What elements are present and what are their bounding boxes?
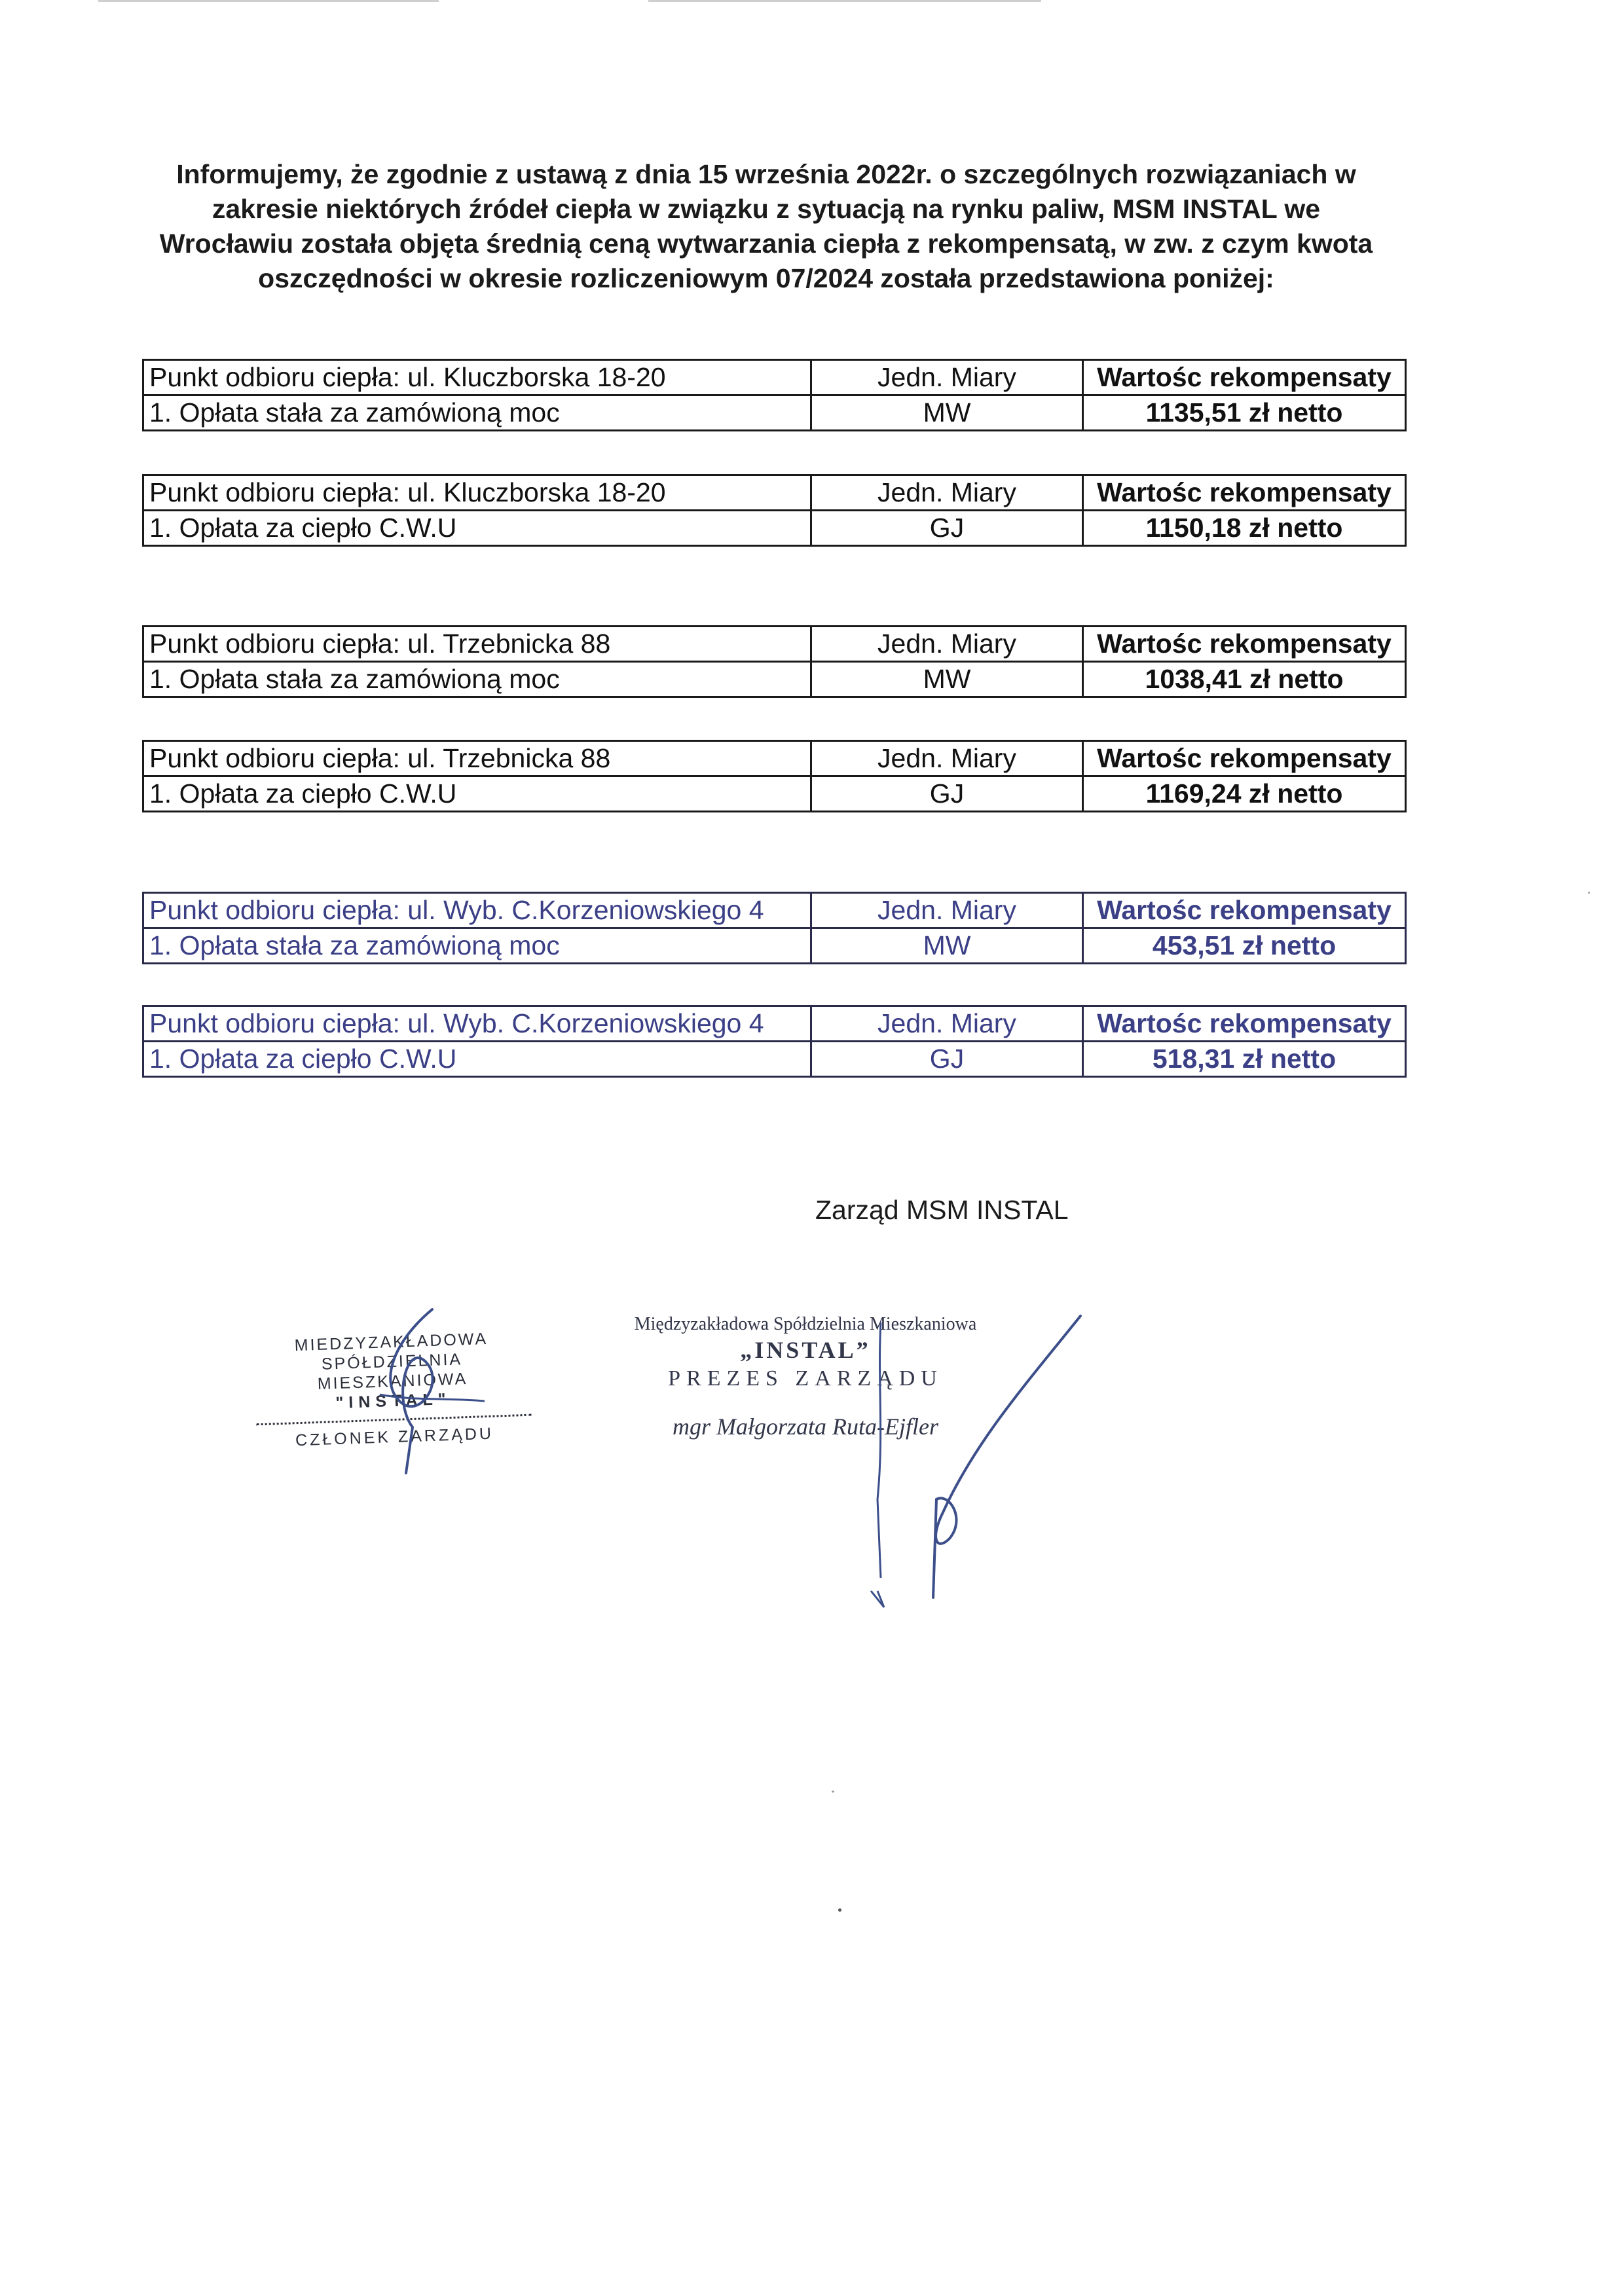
unit-value: GJ [811, 511, 1083, 546]
compensation-value: 1150,18 zł netto [1083, 511, 1406, 546]
compensation-table-4 [142, 740, 1407, 812]
fee-name: 1. Opłata stała za zamówioną moc [143, 662, 811, 697]
unit-header: Jedn. Miary [811, 1006, 1083, 1042]
value-header: Wartośc rekompensaty [1083, 627, 1406, 662]
unit-value: MW [811, 395, 1083, 431]
compensation-value: 1169,24 zł netto [1083, 776, 1406, 812]
compensation-table-1 [142, 359, 1407, 431]
stamp-line: MIEDZYZAKŁADOWA [294, 1329, 489, 1355]
unit-value: MW [811, 662, 1083, 697]
delivery-point: Punkt odbioru ciepła: ul. Wyb. C.Korzeniowskiego 4 [143, 1006, 811, 1042]
unit-header: Jedn. Miary [811, 627, 1083, 662]
value-header: Wartośc rekompensaty [1083, 893, 1406, 928]
table-row [143, 776, 1406, 812]
board-signature-line: Zarząd MSM INSTAL [815, 1195, 1069, 1225]
value-header: Wartośc rekompensaty [1083, 1006, 1406, 1042]
table-row [143, 395, 1406, 431]
unit-header: Jedn. Miary [811, 741, 1083, 776]
table-header-row [143, 475, 1406, 511]
delivery-point: Punkt odbioru ciepła: ul. Kluczborska 18-20 [143, 475, 811, 511]
table-header-row [143, 741, 1406, 776]
intro-paragraph: Informujemy, że zgodnie z ustawą z dnia 15 września 2022r. o szczególnych rozwiązaniach w zakresie niektórych źródeł ciepła w związku z sytuacją na rynku paliw, MSM INSTAL we Wrocławiu została objęta średnią ceną wytwarzania ciepła z rekompensatą, w zw. z czym kwota oszczędności w okresie rozliczeniowym 07/2024 została przedstawiona poniżej: [159, 159, 1373, 293]
fee-name: 1. Opłata stała za zamówioną moc [143, 928, 811, 964]
delivery-point: Punkt odbioru ciepła: ul. Trzebnicka 88 [143, 627, 811, 662]
table-row [143, 928, 1406, 964]
compensation-table-6 [142, 1005, 1407, 1078]
value-header: Wartośc rekompensaty [1083, 741, 1406, 776]
value-header: Wartośc rekompensaty [1083, 360, 1406, 395]
scan-speck [838, 1908, 841, 1912]
compensation-value: 1038,41 zł netto [1083, 662, 1406, 697]
fee-name: 1. Opłata za ciepło C.W.U [143, 776, 811, 812]
scan-speck [1588, 892, 1590, 894]
fee-name: 1. Opłata za ciepło C.W.U [143, 511, 811, 546]
stamp-line: Międzyzakładowa Spółdzielnia Mieszkaniowa [634, 1314, 977, 1334]
unit-value: GJ [811, 776, 1083, 812]
delivery-point: Punkt odbioru ciepła: ul. Wyb. C.Korzeniowskiego 4 [143, 893, 811, 928]
table-header-row [143, 360, 1406, 395]
unit-header: Jedn. Miary [811, 893, 1083, 928]
fee-name: 1. Opłata stała za zamówioną moc [143, 395, 811, 431]
fee-name: 1. Opłata za ciepło C.W.U [143, 1042, 811, 1077]
president-signature [851, 1303, 1087, 1604]
compensation-table-5 [142, 892, 1407, 964]
delivery-point: Punkt odbioru ciepła: ul. Trzebnicka 88 [143, 741, 811, 776]
compensation-value: 518,31 zł netto [1083, 1042, 1406, 1077]
table-row [143, 511, 1406, 546]
table-row [143, 1042, 1406, 1077]
stamp-line: "INSTAL" [335, 1389, 452, 1413]
stamp-line: PREZES ZARZĄDU [668, 1366, 943, 1391]
stamp-line: „INSTAL” [740, 1337, 871, 1363]
stamp-line: mgr Małgorzata Ruta-Ejfler [673, 1413, 938, 1440]
table-header-row [143, 893, 1406, 928]
stamp-line: CZŁONEK ZARZĄDU [295, 1424, 494, 1450]
table-header-row [143, 1006, 1406, 1042]
compensation-value: 1135,51 zł netto [1083, 395, 1406, 431]
board-member-signature [354, 1303, 498, 1480]
scan-edge-left [98, 0, 439, 2]
compensation-table-3 [142, 625, 1407, 698]
unit-header: Jedn. Miary [811, 360, 1083, 395]
stamp-line: SPÓŁDZIELNIA MIESZKANIOWA [317, 1350, 468, 1394]
unit-header: Jedn. Miary [811, 475, 1083, 511]
scan-edge-right [648, 0, 1041, 2]
value-header: Wartośc rekompensaty [1083, 475, 1406, 511]
table-row [143, 662, 1406, 697]
compensation-value: 453,51 zł netto [1083, 928, 1406, 964]
unit-value: GJ [811, 1042, 1083, 1077]
unit-value: MW [811, 928, 1083, 964]
table-header-row [143, 627, 1406, 662]
scan-speck [832, 1791, 834, 1793]
delivery-point: Punkt odbioru ciepła: ul. Kluczborska 18-20 [143, 360, 811, 395]
compensation-table-2 [142, 474, 1407, 547]
